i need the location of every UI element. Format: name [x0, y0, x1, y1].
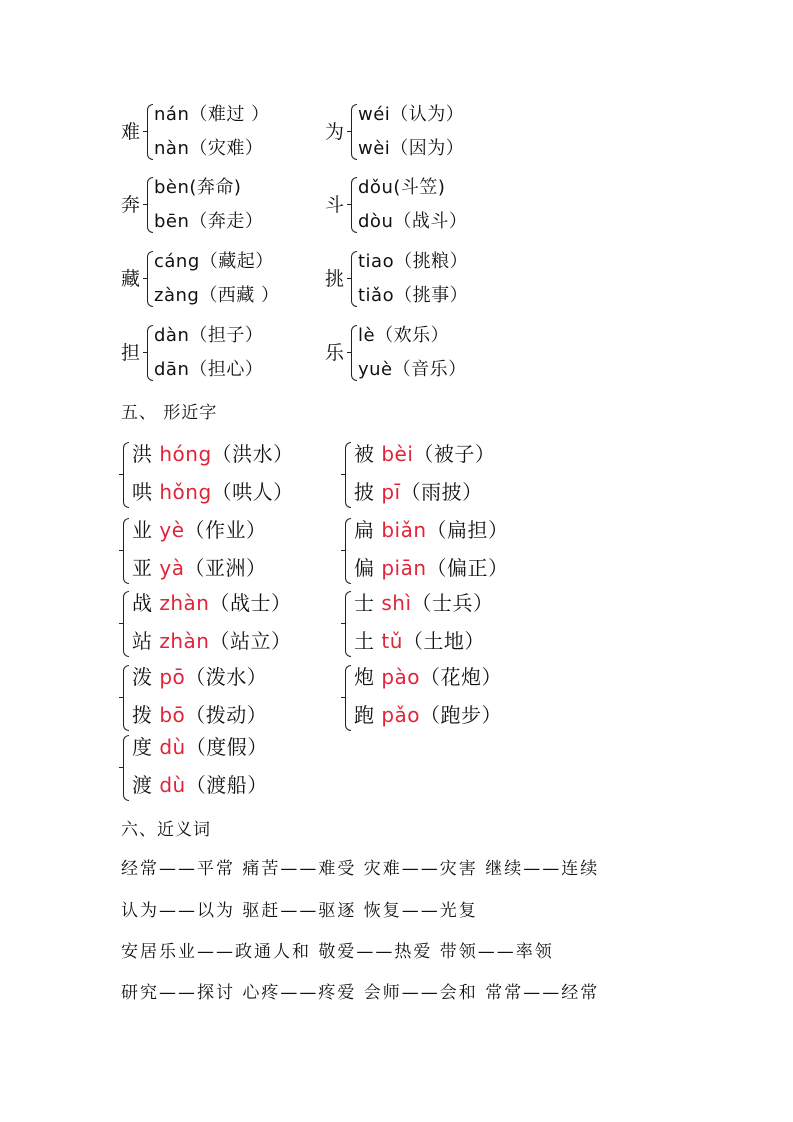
similar-char-line: [132, 514, 267, 543]
similar-char-word: （跑步）: [420, 703, 503, 727]
similar-char-pinyin: bō: [159, 703, 186, 727]
similar-char-pinyin: tǔ: [381, 629, 403, 653]
polyphone-reading: bēn（奔走）: [154, 211, 264, 232]
similar-char-word: （土地）: [402, 629, 485, 653]
polyphone-reading: zàng（西藏 ）: [154, 285, 280, 306]
similar-char-word: （渡船）: [185, 773, 268, 797]
similar-char-pinyin: pī: [381, 480, 401, 504]
brace: [345, 518, 351, 584]
similar-char-line: [354, 699, 502, 728]
similar-char-pinyin: pào: [381, 665, 421, 689]
polyphone-char: 奔: [121, 194, 141, 216]
brace: [147, 325, 153, 381]
polyphone-char: 斗: [325, 194, 345, 216]
similar-char: 跑: [354, 703, 375, 727]
similar-char-line: [132, 661, 267, 690]
brace-tip: [341, 697, 345, 698]
similar-char: 洪: [132, 442, 153, 466]
similar-char-word: （洪水）: [211, 442, 294, 466]
similar-char: 站: [132, 629, 153, 653]
similar-char: 渡: [132, 773, 153, 797]
brace: [351, 177, 357, 233]
synonym-line: 认为——以为 驱赶——驱逐 恢复——光复: [121, 901, 478, 921]
similar-char: 被: [354, 442, 375, 466]
brace: [123, 591, 129, 657]
similar-char-word: （拨动）: [185, 703, 268, 727]
polyphone-reading: dǒu(斗笠): [358, 177, 446, 198]
similar-char-word: （泼水）: [185, 665, 268, 689]
similar-char-word: （花炮）: [420, 665, 503, 689]
similar-char-line: [132, 769, 268, 798]
similar-char: 炮: [354, 665, 375, 689]
similar-char-pinyin: zhàn: [159, 591, 210, 615]
similar-char-line: [132, 699, 267, 728]
synonym-line: 安居乐业——政通人和 敬爱——热爱 带领——率领: [121, 942, 554, 962]
similar-char: 度: [132, 735, 153, 759]
brace: [351, 104, 357, 160]
similar-char: 土: [354, 629, 375, 653]
brace: [147, 104, 153, 160]
brace-tip: [341, 550, 345, 551]
similar-char-word: （扁担）: [426, 518, 509, 542]
similar-char-line: [132, 625, 291, 654]
polyphone-reading: nàn（灾难）: [154, 138, 264, 159]
polyphone-reading: dòu（战斗）: [358, 211, 468, 232]
similar-char: 士: [354, 591, 375, 615]
similar-char-word: （被子）: [413, 442, 496, 466]
polyphone-char: 挑: [325, 268, 345, 290]
similar-char: 战: [132, 591, 153, 615]
similar-char-word: （雨披）: [400, 480, 483, 504]
similar-char-pinyin: hǒng: [159, 480, 212, 504]
similar-char-word: （偏正）: [426, 556, 509, 580]
polyphone-char: 为: [325, 121, 345, 143]
similar-char-word: （战士）: [209, 591, 292, 615]
polyphone-char: 担: [121, 342, 141, 364]
brace: [123, 442, 129, 508]
similar-char: 哄: [132, 480, 153, 504]
similar-char-line: [132, 587, 291, 616]
brace: [147, 177, 153, 233]
similar-char-pinyin: yà: [159, 556, 185, 580]
similar-char-line: [132, 552, 266, 581]
brace-tip: [119, 697, 123, 698]
brace: [147, 251, 153, 307]
brace-tip: [143, 352, 147, 353]
section-6-title: 六、近义词: [121, 820, 211, 840]
similar-char: 拨: [132, 703, 153, 727]
polyphone-reading: tiǎo（挑事）: [358, 285, 469, 306]
polyphone-char: 藏: [121, 268, 141, 290]
polyphone-reading: cáng（藏起）: [154, 251, 274, 272]
similar-char: 扁: [354, 518, 375, 542]
polyphone-char: 难: [121, 121, 141, 143]
similar-char-line: [132, 438, 294, 467]
brace: [123, 735, 129, 801]
similar-char-line: [354, 552, 509, 581]
similar-char-pinyin: yè: [159, 518, 185, 542]
similar-char-word: （站立）: [209, 629, 292, 653]
polyphone-reading: wèi（因为）: [358, 138, 465, 159]
polyphone-reading: yuè（音乐）: [358, 359, 467, 380]
similar-char-word: （作业）: [184, 518, 267, 542]
similar-char-pinyin: bèi: [381, 442, 414, 466]
brace: [123, 665, 129, 731]
similar-char-pinyin: dù: [159, 773, 186, 797]
brace-tip: [119, 767, 123, 768]
brace: [351, 325, 357, 381]
brace-tip: [119, 623, 123, 624]
similar-char-pinyin: biǎn: [381, 518, 427, 542]
brace-tip: [341, 474, 345, 475]
brace-tip: [143, 204, 147, 205]
similar-char-word: （士兵）: [411, 591, 494, 615]
similar-char-line: [354, 514, 509, 543]
brace: [345, 442, 351, 508]
brace: [345, 665, 351, 731]
similar-char: 披: [354, 480, 375, 504]
brace-tip: [341, 623, 345, 624]
brace-tip: [347, 278, 351, 279]
similar-char-pinyin: dù: [159, 735, 186, 759]
similar-char-pinyin: pō: [159, 665, 186, 689]
similar-char-pinyin: shì: [381, 591, 412, 615]
polyphone-reading: nán（难过 ）: [154, 104, 270, 125]
section-5-title: 五、 形近字: [121, 403, 218, 423]
similar-char-line: [354, 625, 485, 654]
similar-char-word: （亚洲）: [184, 556, 267, 580]
polyphone-reading: lè（欢乐）: [358, 325, 450, 346]
similar-char: 亚: [132, 556, 153, 580]
polyphone-reading: dàn（担子）: [154, 325, 264, 346]
polyphone-char: 乐: [325, 342, 345, 364]
similar-char-line: [132, 476, 294, 505]
similar-char-word: （度假）: [185, 735, 268, 759]
similar-char-pinyin: hóng: [159, 442, 212, 466]
similar-char-line: [132, 731, 268, 760]
brace: [351, 251, 357, 307]
brace-tip: [143, 278, 147, 279]
similar-char-line: [354, 438, 495, 467]
similar-char-word: （哄人）: [211, 480, 294, 504]
similar-char-pinyin: zhàn: [159, 629, 210, 653]
similar-char: 偏: [354, 556, 375, 580]
brace: [345, 591, 351, 657]
synonym-line: 研究——探讨 心疼——疼爱 会师——会和 常常——经常: [121, 983, 600, 1003]
brace-tip: [143, 131, 147, 132]
synonym-line: 经常——平常 痛苦——难受 灾难——灾害 继续——连续: [121, 859, 600, 879]
brace: [123, 518, 129, 584]
polyphone-reading: tiao（挑粮）: [358, 251, 469, 272]
similar-char: 业: [132, 518, 153, 542]
similar-char-line: [354, 476, 483, 505]
brace-tip: [119, 474, 123, 475]
similar-char: 泼: [132, 665, 153, 689]
similar-char-line: [354, 661, 502, 690]
brace-tip: [347, 204, 351, 205]
brace-tip: [119, 550, 123, 551]
polyphone-reading: wéi（认为）: [358, 104, 465, 125]
similar-char-line: [354, 587, 494, 616]
brace-tip: [347, 131, 351, 132]
brace-tip: [347, 352, 351, 353]
polyphone-reading: dān（担心）: [154, 359, 264, 380]
polyphone-reading: bèn(奔命): [154, 177, 242, 198]
similar-char-pinyin: piān: [381, 556, 427, 580]
similar-char-pinyin: pǎo: [381, 703, 421, 727]
